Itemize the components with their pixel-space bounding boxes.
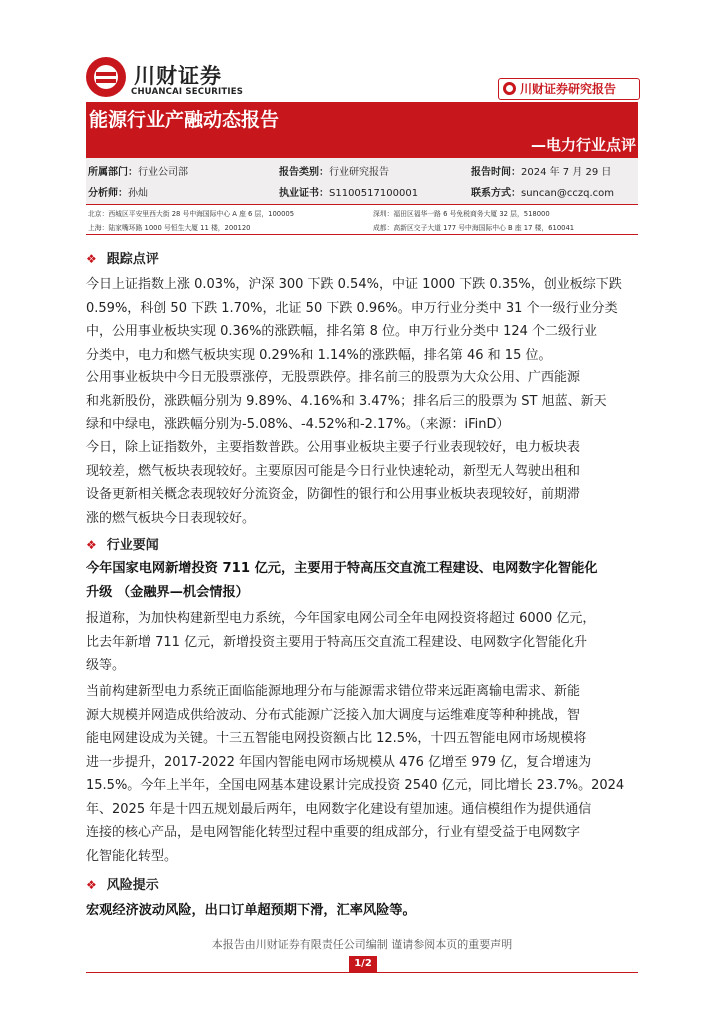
analyst-value: 孙灿 xyxy=(128,188,148,199)
text-line: 源大规模并网造成供给波动、分布式能源广泛接入加大调度与运维难度等种种挑战，智 xyxy=(86,707,581,723)
brand-mini-icon xyxy=(503,82,516,95)
type-value: 行业研究报告 xyxy=(329,167,389,178)
section-risk-heading xyxy=(86,874,159,893)
headline-line: 今年国家电网新增投资 711 亿元，主要用于特高压交直流工程建设、电网数字化智能化 xyxy=(86,561,598,576)
cert-label: 执业证书： xyxy=(279,188,329,199)
brand-logo-icon xyxy=(86,57,126,97)
section-risk-title: 风险提示 xyxy=(106,878,159,893)
time-info xyxy=(471,163,611,178)
address-divider xyxy=(86,234,638,235)
brand-name-cn: 川财证券 xyxy=(134,64,222,88)
type-label: 报告类别： xyxy=(279,167,329,178)
text-line: 分类中，电力和燃气板块实现 0.29%和 1.14%的涨跌幅，排名第 46 和 15 位。 xyxy=(86,347,552,363)
report-title: 能源行业产融动态报告 xyxy=(89,109,280,131)
text-line: 和兆新股份，涨跌幅分别为 9.89%、4.16%和 3.47%；排名后三的股票为 ST 旭蓝、新天 xyxy=(86,393,607,409)
text-line: 设备更新相关概念表现较好分流资金，防御性的银行和公用事业板块表现较好，前期滞 xyxy=(86,487,581,502)
text-line: 报道称，为加快构建新型电力系统，今年国家电网公司全年电网投资将超过 6000 亿元， xyxy=(86,611,596,626)
text-line: 绿和中绿电，涨跌幅分别为-5.08%、-4.52%和-2.17%。（来源：iFinD） xyxy=(86,417,510,432)
analyst-label: 分析师： xyxy=(88,188,128,199)
headline-line: 升级 （金融界—机会情报） xyxy=(86,584,249,600)
text-line: 级等。 xyxy=(86,658,126,673)
text-line: 进一步提升，2017-2022 年国内智能电网市场规模从 476 亿增至 979 亿，复合增速为 xyxy=(86,754,592,770)
section-news-title: 行业要闻 xyxy=(106,538,159,553)
analyst-info xyxy=(88,184,148,199)
footer-divider xyxy=(86,972,638,973)
text-line: 今日，除上证指数外，主要指数普跌。公用事业板块主要子行业表现较好，电力板块表 xyxy=(86,440,581,455)
text-line: 今日上证指数上涨 0.03%，沪深 300 下跌 0.54%，中证 1000 下跌 0.35%，创业板综下跌 xyxy=(86,277,622,292)
text-line: 0.59%，科创 50 下跌 1.70%，北证 50 下跌 0.96%。申万行业分类中 31 个一级行业分类 xyxy=(86,300,618,316)
report-subtitle: —电力行业点评 xyxy=(531,136,637,154)
text-line: 当前构建新型电力系统正面临能源地理分布与能源需求错位带来远距离输电需求、新能 xyxy=(86,684,581,699)
tracking-paragraph-2 xyxy=(86,366,638,437)
report-type-badge-label: 川财证券研究报告 xyxy=(520,82,617,96)
diamond-bullet-icon: ❖ xyxy=(86,878,97,892)
diamond-bullet-icon: ❖ xyxy=(86,252,97,266)
cert-value: S1100517100001 xyxy=(329,188,419,199)
tracking-paragraph-3 xyxy=(86,436,638,530)
risk-text: 宏观经济波动风险，出口订单超预期下滑，汇率风险等。 xyxy=(86,903,416,918)
text-line: 能电网建设成为关键。十三五智能电网投资额占比 12.5%，十四五智能电网市场规模将 xyxy=(86,731,587,746)
address-shenzhen: 深圳：福田区福华一路 6 号免税商务大厦 32 层，518000 xyxy=(373,210,550,218)
text-line: 15.5%。今年上半年，全国电网基本建设累计完成投资 2540 亿元，同比增长 23.7%。2024 xyxy=(86,778,625,793)
news-headline xyxy=(86,557,638,604)
cert-info xyxy=(279,184,418,199)
address-shanghai: 上海：陆家嘴环路 1000 号恒生大厦 11 楼，200120 xyxy=(88,224,251,232)
section-tracking-heading xyxy=(86,248,159,267)
text-line: 中，公用事业板块实现 0.36%的涨跌幅，排名第 8 位。申万行业分类中 124 个二级行业 xyxy=(86,324,598,339)
address-chengdu: 成都：高新区交子大道 177 号中海国际中心 B 座 17 楼，610041 xyxy=(373,224,575,232)
dept-label: 所属部门： xyxy=(88,167,138,178)
text-line: 化智能化转型。 xyxy=(86,848,178,864)
dept-info xyxy=(88,163,188,178)
address-beijing: 北京：西城区平安里西大街 28 号中海国际中心 A 座 6 层，100005 xyxy=(88,210,295,218)
contact-label: 联系方式： xyxy=(471,188,521,199)
contact-info xyxy=(471,184,614,199)
news-paragraph-2 xyxy=(86,680,638,868)
text-line: 涨的燃气板块今日表现较好。 xyxy=(86,510,256,526)
text-line: 比去年新增 711 亿元，新增投资主要用于特高压交直流工程建设、电网数字化智能化升 xyxy=(86,634,588,650)
contact-email-link[interactable]: suncan@cczq.com xyxy=(521,188,614,199)
text-line: 年、2025 年是十四五规划最后两年，电网数字化建设有望加速。通信模组作为提供通信 xyxy=(86,801,592,817)
tracking-paragraph-1 xyxy=(86,273,638,367)
office-addresses xyxy=(86,205,638,233)
footer-disclaimer: 本报告由川财证券有限责任公司编制 谨请参阅本页的重要声明 xyxy=(211,938,513,951)
time-label: 报告时间： xyxy=(471,167,521,178)
page-number: 1/2 xyxy=(349,956,377,972)
report-meta xyxy=(86,158,638,204)
report-type-badge xyxy=(498,78,640,100)
dept-value: 行业公司部 xyxy=(138,167,188,178)
text-line: 公用事业板块中今日无股票涨停，无股票跌停。排名前三的股票为大众公用、广西能源 xyxy=(86,370,581,385)
type-info xyxy=(279,163,389,178)
text-line: 连接的核心产品，是电网智能化转型过程中重要的组成部分，行业有望受益于电网数字 xyxy=(86,825,581,840)
diamond-bullet-icon: ❖ xyxy=(86,538,97,552)
section-news-heading xyxy=(86,534,159,553)
brand-name-en: CHUANCAI SECURITIES xyxy=(131,87,244,97)
time-value: 2024 年 7 月 29 日 xyxy=(521,167,612,178)
news-paragraph-1 xyxy=(86,607,638,678)
section-tracking-title: 跟踪点评 xyxy=(106,252,159,267)
text-line: 现较差，燃气板块表现较好。主要原因可能是今日行业快速轮动，新型无人驾驶出租和 xyxy=(86,463,581,479)
